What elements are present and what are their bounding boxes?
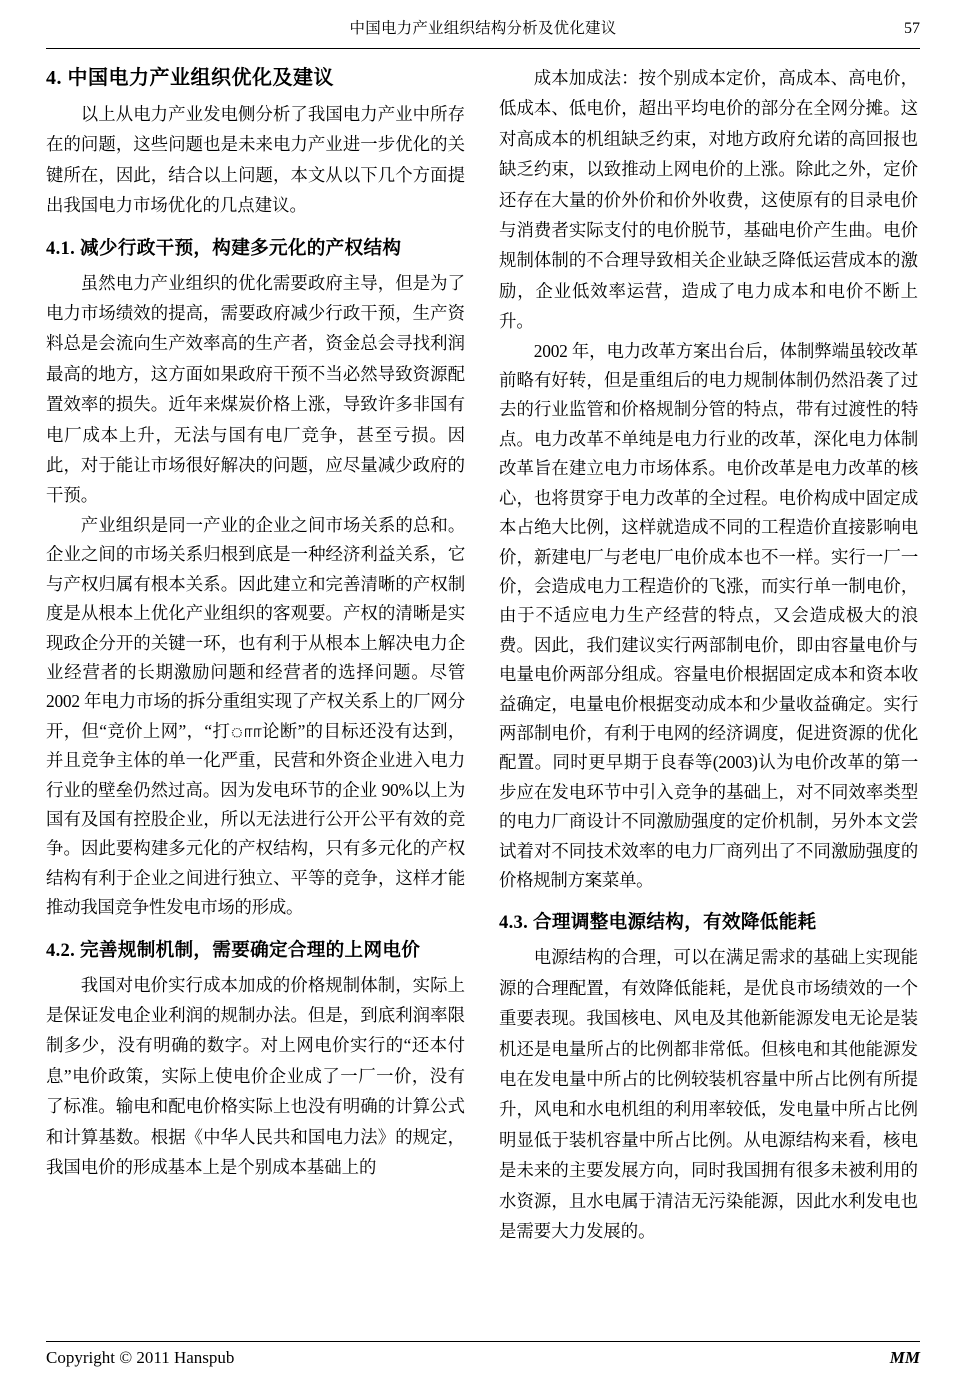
body-columns: [46, 63, 920, 1318]
page-number: 57: [904, 20, 920, 37]
subsection-heading-4-2: 4.2. 完善规制机制，需要确定合理的上网电价: [46, 939, 421, 961]
right-column: [499, 63, 918, 1318]
subsection-heading-4-1: 4.1. 减少行政干预，构建多元化的产权结构: [46, 237, 402, 259]
paragraph: 电源结构的合理，可以在满足需求的基础上实现能源的合理配置，有效降低能耗，是优良市场绩效的一个重要表现。我国核电、风电及其他新能源发电无论是装机还是电量所占的比例都非常低。但核电和其他能源发电在发电量中所占的比例较装机容量中所占比例有所提升，风电和水电机组的利用率较低，发电量中所占比例明显低于装机容量中所占比例。从电源结构来看，核电是未来的主要发展方向，同时我国拥有很多未被利用的水资源，且水电属于清洁无污染能源，因此水利发电也是需要大力发展的。: [499, 947, 918, 1242]
page-footer: [46, 1341, 920, 1368]
journal-abbreviation: MM: [889, 1348, 920, 1367]
left-column: [46, 63, 465, 1318]
running-title: 中国电力产业组织结构分析及优化建议: [349, 20, 617, 37]
subsection-heading-4-3: 4.3. 合理调整电源结构，有效降低能耗: [499, 912, 817, 934]
paragraph: 成本加成法：按个别成本定价，高成本、高电价，低成本、低电价，超出平均电价的部分在全网分摊。这对高成本的机组缺乏约束，对地方政府允诺的高回报也缺乏约束，以致推动上网电价的上涨。除此之外，定价还存在大量的价外价和价外收费，这使原有的目录电价与消费者实际支付的电价脱节，基础电价产生曲。电价规制体制的不合理导致相关企业缺乏降低运营成本的激励，企业低效率运营，造成了电力成本和电价不断上升。: [499, 68, 918, 332]
running-head: [46, 18, 920, 49]
copyright-text: Copyright © 2011 Hanspub: [46, 1348, 235, 1367]
paragraph: 2002 年，电力改革方案出台后，体制弊端虽较改革前略有好转，但是重组后的电力规制体制仍然沿袭了过去的行业监管和价格规制分管的特点，带有过渡性的特点。电力改革不单纯是电力行业的改革，深化电力体制改革旨在建立电力市场体系。电价改革是电力改革的核心，也将贯穿于电力改革的全过程。电价构成中固定成本占绝大比例，这样就造成不同的工程造价直接影响电价，新建电厂与老电厂电价成本也不一样。实行一厂一价，会造成电力工程造价的飞涨，而实行单一制电价，由于不适应电力生产经营的特点，又会造成极大的浪费。因此，我们建议实行两部制电价，即由容量电价与电量电价两部分组成。容量电价根据固定成本和资本收益确定，电量电价根据变动成本和少量收益确定。实行两部制电价，有利于电网的经济调度，促进资源的优化配置。同时更早期于良春等(2003)认为电价改革的第一步应在发电环节中引入竞争的基础上，对不同效率类型的电力厂商设计不同激励强度的定价机制，另外本文尝试着对不同技术效率的电力厂商列出了不同激励强度的价格规制方案菜单。: [499, 340, 918, 890]
paragraph: 虽然电力产业组织的优化需要政府主导，但是为了电力市场绩效的提高，需要政府减少行政干预，生产资料总是会流向生产效率高的生产者，资金总会寻找利润最高的地方，这方面如果政府干预不当必然导致资源配置效率的损失。近年来煤炭价格上涨，导致许多非国有电厂成本上升，无法与国有电厂竞争，甚至亏损。因此，对于能让市场很好解决的问题，应尽量减少政府的干预。: [46, 272, 465, 506]
paragraph: 我国对电价实行成本加成的价格规制体制，实际上是保证发电企业利润的规制办法。但是，到底利润率限制多少，没有明确的数字。对上网电价实行的“还本付息”电价政策，实际上使电价企业成了一厂一价，没有了标准。输电和配电价格实际上也没有明确的计算公式和计算基数。根据《中华人民共和国电力法》的规定，我国电价的形成基本上是个别成本基础上的: [46, 974, 465, 1177]
paragraph: 产业组织是同一产业的企业之间市场关系的总和。企业之间的市场关系归根到底是一种经济利益关系，它与产权归属有根本关系。因此建立和完善清晰的产权制度是从根本上优化产业组织的客观要。产权的清晰是实现政企分开的关键一环，也有利于从根本上解决电力企业经营者的长期激励问题和经营者的选择问题。尽管 2002 年电力市场的拆分重组实现了产权关系上的厂网分开，但“竞价上网”，“打ாா论断”的目标还没有达到，并且竞争主体的单一化严重，民营和外资企业进入电力行业的壁垒仍然过高。因为发电环节的企业 90%以上为国有及国有控股企业，所以无法进行公开公平有效的竞争。因此要构建多元化的产权结构，只有多元化的产权结构有利于企业之间进行独立、平等的竞争，这样才能推动我国竞争性发电市场的形成。: [46, 514, 465, 918]
paragraph: 以上从电力产业发电侧分析了我国电力产业中所存在的问题，这些问题也是未来电力产业进一步优化的关键所在，因此，结合以上问题，本文从以下几个方面提出我国电力市场优化的几点建议。: [46, 104, 465, 216]
section-heading-4: 4. 中国电力产业组织优化及建议: [46, 67, 334, 89]
